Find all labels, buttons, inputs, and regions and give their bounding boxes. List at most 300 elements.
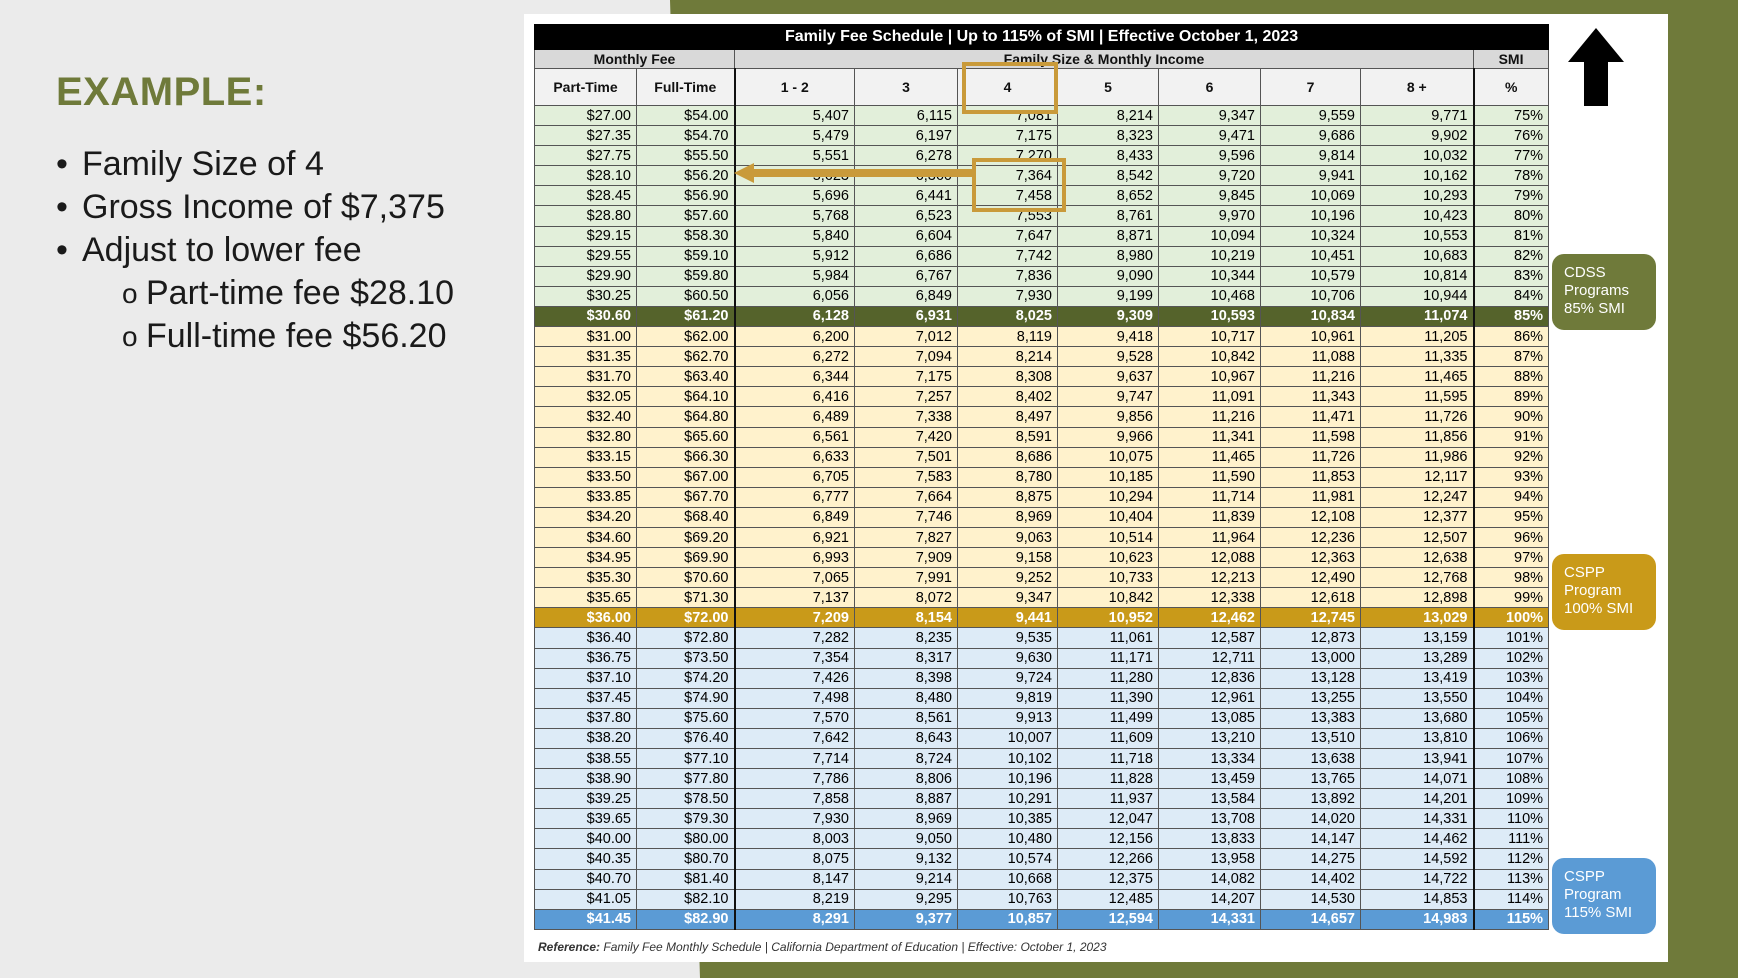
table-cell: 13,419 — [1361, 668, 1474, 688]
table-cell: 9,814 — [1261, 146, 1361, 166]
table-cell: 7,081 — [958, 106, 1058, 126]
table-cell: 14,071 — [1361, 769, 1474, 789]
table-cell: $32.40 — [535, 407, 637, 427]
table-cell: 12,266 — [1058, 849, 1159, 869]
table-cell: 10,553 — [1361, 226, 1474, 246]
table-cell: 13,765 — [1261, 769, 1361, 789]
table-cell: 9,771 — [1361, 106, 1474, 126]
table-cell: 5,551 — [735, 146, 855, 166]
table-cell: 107% — [1474, 749, 1549, 769]
cspp-100-badge — [1552, 554, 1656, 630]
table-cell: 11,205 — [1361, 327, 1474, 347]
table-title: Family Fee Schedule | Up to 115% of SMI | Effective October 1, 2023 — [535, 25, 1549, 50]
table-cell: 7,909 — [855, 548, 958, 568]
table-cell: 11,499 — [1058, 708, 1159, 728]
table-cell: 6,993 — [735, 548, 855, 568]
table-cell: 12,768 — [1361, 568, 1474, 588]
table-cell: 11,465 — [1361, 367, 1474, 387]
table-cell: $27.75 — [535, 146, 637, 166]
example-panel — [56, 70, 516, 358]
table-cell: 11,726 — [1361, 407, 1474, 427]
table-cell: $62.00 — [637, 327, 735, 347]
table-cell: 10,032 — [1361, 146, 1474, 166]
table-cell: 12,156 — [1058, 829, 1159, 849]
table-cell: $35.65 — [535, 588, 637, 608]
table-cell: 8,591 — [958, 427, 1058, 447]
table-cell: 12,638 — [1361, 548, 1474, 568]
table-cell: $82.10 — [637, 889, 735, 909]
table-cell: 11,718 — [1058, 749, 1159, 769]
table-cell: 7,642 — [735, 728, 855, 748]
table-row — [535, 568, 1549, 588]
table-cell: 13,550 — [1361, 688, 1474, 708]
table-row — [535, 507, 1549, 527]
table-cell: $30.60 — [535, 306, 637, 326]
table-cell: 99% — [1474, 588, 1549, 608]
table-cell: $34.60 — [535, 527, 637, 547]
table-cell: 13,334 — [1159, 749, 1261, 769]
table-cell: $82.90 — [637, 909, 735, 929]
table-cell: 9,686 — [1261, 126, 1361, 146]
table-cell: 11,986 — [1361, 447, 1474, 467]
table-cell: 9,637 — [1058, 367, 1159, 387]
table-cell: $64.80 — [637, 407, 735, 427]
table-cell: 13,510 — [1261, 728, 1361, 748]
table-cell: 9,902 — [1361, 126, 1474, 146]
table-row — [535, 447, 1549, 467]
table-row — [535, 527, 1549, 547]
table-cell: $54.00 — [637, 106, 735, 126]
table-cell: 88% — [1474, 367, 1549, 387]
table-cell: 8,003 — [735, 829, 855, 849]
table-cell: 9,845 — [1159, 186, 1261, 206]
table-cell: 7,458 — [958, 186, 1058, 206]
table-cell: $73.50 — [637, 648, 735, 668]
table-cell: 7,583 — [855, 467, 958, 487]
table-row — [535, 648, 1549, 668]
table-cell: 109% — [1474, 789, 1549, 809]
table-cell: 8,871 — [1058, 226, 1159, 246]
table-cell: 10,961 — [1261, 327, 1361, 347]
table-cell: $78.50 — [637, 789, 735, 809]
table-row — [535, 467, 1549, 487]
sub-bullet-item: o Part-time fee $28.10 — [56, 272, 516, 315]
table-cell: 11,061 — [1058, 628, 1159, 648]
table-cell: 14,082 — [1159, 869, 1261, 889]
table-cell: 12,108 — [1261, 507, 1361, 527]
table-cell: $28.10 — [535, 166, 637, 186]
table-cell: $32.80 — [535, 427, 637, 447]
table-cell: 10,185 — [1058, 467, 1159, 487]
table-cell: 10,468 — [1159, 286, 1261, 306]
table-cell: $57.60 — [637, 206, 735, 226]
table-cell: $80.00 — [637, 829, 735, 849]
table-cell: 114% — [1474, 889, 1549, 909]
table-cell: 10,579 — [1261, 266, 1361, 286]
table-cell: 7,012 — [855, 327, 958, 347]
table-cell: 11,091 — [1159, 387, 1261, 407]
column-header: 7 — [1261, 69, 1361, 106]
table-cell: 5,407 — [735, 106, 855, 126]
column-header: 8 + — [1361, 69, 1474, 106]
table-cell: 76% — [1474, 126, 1549, 146]
table-cell: 10,623 — [1058, 548, 1159, 568]
table-cell: 8,323 — [1058, 126, 1159, 146]
table-cell: 97% — [1474, 548, 1549, 568]
table-cell: 13,128 — [1261, 668, 1361, 688]
table-cell: 11,726 — [1261, 447, 1361, 467]
table-cell: $68.40 — [637, 507, 735, 527]
table-cell: $61.20 — [637, 306, 735, 326]
table-cell: 9,720 — [1159, 166, 1261, 186]
table-cell: 8,025 — [958, 306, 1058, 326]
sub-bullet-item: o Full-time fee $56.20 — [56, 315, 516, 358]
table-cell: 8,561 — [855, 708, 958, 728]
table-cell: $39.25 — [535, 789, 637, 809]
table-cell: 11,335 — [1361, 347, 1474, 367]
table-cell: 9,630 — [958, 648, 1058, 668]
table-cell: 7,746 — [855, 507, 958, 527]
table-cell: $54.70 — [637, 126, 735, 146]
table-row — [535, 608, 1549, 628]
table-cell: 6,633 — [735, 447, 855, 467]
table-cell: 10,102 — [958, 749, 1058, 769]
table-cell: 10,344 — [1159, 266, 1261, 286]
table-cell: $40.00 — [535, 829, 637, 849]
table-cell: 10,075 — [1058, 447, 1159, 467]
table-row — [535, 548, 1549, 568]
table-cell: 8,643 — [855, 728, 958, 748]
table-cell: 6,278 — [855, 146, 958, 166]
table-cell: 8,875 — [958, 487, 1058, 507]
table-cell: 6,686 — [855, 246, 958, 266]
table-cell: 13,085 — [1159, 708, 1261, 728]
table-cell: $34.95 — [535, 548, 637, 568]
table-cell: 10,294 — [1058, 487, 1159, 507]
table-cell: 9,063 — [958, 527, 1058, 547]
income-range-highlight — [972, 158, 1066, 212]
table-cell: 14,331 — [1361, 809, 1474, 829]
table-cell: 9,819 — [958, 688, 1058, 708]
table-cell: $71.30 — [637, 588, 735, 608]
table-cell: 10,514 — [1058, 527, 1159, 547]
bullet-item: • Family Size of 4 — [56, 143, 516, 186]
table-cell: 12,594 — [1058, 909, 1159, 929]
table-cell: $40.70 — [535, 869, 637, 889]
table-cell: $66.30 — [637, 447, 735, 467]
table-cell: 102% — [1474, 648, 1549, 668]
table-cell: 11,341 — [1159, 427, 1261, 447]
table-row — [535, 789, 1549, 809]
table-cell: 8,214 — [1058, 106, 1159, 126]
table-cell: 10,857 — [958, 909, 1058, 929]
table-cell: 6,523 — [855, 206, 958, 226]
table-cell: 9,441 — [958, 608, 1058, 628]
table-cell: $32.05 — [535, 387, 637, 407]
table-cell: $36.40 — [535, 628, 637, 648]
table-cell: 10,733 — [1058, 568, 1159, 588]
table-cell: $36.00 — [535, 608, 637, 628]
table-cell: 6,489 — [735, 407, 855, 427]
table-cell: 8,969 — [958, 507, 1058, 527]
table-cell: 8,969 — [855, 809, 958, 829]
table-cell: 10,668 — [958, 869, 1058, 889]
table-cell: $59.10 — [637, 246, 735, 266]
table-cell: 9,214 — [855, 869, 958, 889]
table-cell: 12,375 — [1058, 869, 1159, 889]
group-header-monthly-fee: Monthly Fee — [535, 50, 735, 69]
table-row — [535, 628, 1549, 648]
table-cell: 7,664 — [855, 487, 958, 507]
table-cell: 11,937 — [1058, 789, 1159, 809]
table-cell: 12,873 — [1261, 628, 1361, 648]
table-cell: $56.20 — [637, 166, 735, 186]
table-cell: 12,490 — [1261, 568, 1361, 588]
table-cell: 12,247 — [1361, 487, 1474, 507]
table-cell: 13,680 — [1361, 708, 1474, 728]
table-cell: 8,072 — [855, 588, 958, 608]
table-cell: 80% — [1474, 206, 1549, 226]
left-arrow-icon — [734, 162, 976, 184]
table-cell: 13,210 — [1159, 728, 1261, 748]
table-row — [535, 688, 1549, 708]
table-cell: 10,480 — [958, 829, 1058, 849]
badge-line: 115% SMI — [1564, 904, 1633, 921]
table-cell: 82% — [1474, 246, 1549, 266]
table-cell: $63.40 — [637, 367, 735, 387]
table-cell: 115% — [1474, 909, 1549, 929]
badge-line: CDSS — [1564, 264, 1606, 281]
table-cell: 11,343 — [1261, 387, 1361, 407]
table-cell: $64.10 — [637, 387, 735, 407]
table-row — [535, 286, 1549, 306]
table-cell: 11,280 — [1058, 668, 1159, 688]
table-cell: $41.05 — [535, 889, 637, 909]
table-cell: 83% — [1474, 266, 1549, 286]
table-cell: 7,338 — [855, 407, 958, 427]
badge-line: 100% SMI — [1564, 600, 1634, 617]
table-cell: 10,763 — [958, 889, 1058, 909]
table-cell: 11,595 — [1361, 387, 1474, 407]
table-row — [535, 407, 1549, 427]
table-cell: 8,806 — [855, 769, 958, 789]
table-cell: $72.80 — [637, 628, 735, 648]
table-cell: 12,377 — [1361, 507, 1474, 527]
table-cell: $40.35 — [535, 849, 637, 869]
table-cell: 8,291 — [735, 909, 855, 929]
table-cell: 10,717 — [1159, 327, 1261, 347]
table-cell: 7,420 — [855, 427, 958, 447]
table-cell: 10,842 — [1159, 347, 1261, 367]
table-cell: $74.90 — [637, 688, 735, 708]
table-cell: 14,983 — [1361, 909, 1474, 929]
table-cell: 12,338 — [1159, 588, 1261, 608]
column-header: 1 - 2 — [735, 69, 855, 106]
table-cell: 10,706 — [1261, 286, 1361, 306]
table-cell: 8,075 — [735, 849, 855, 869]
table-cell: 113% — [1474, 869, 1549, 889]
table-cell: 8,887 — [855, 789, 958, 809]
table-cell: 10,683 — [1361, 246, 1474, 266]
table-row — [535, 387, 1549, 407]
table-cell: 7,498 — [735, 688, 855, 708]
table-cell: 7,175 — [855, 367, 958, 387]
table-cell: 77% — [1474, 146, 1549, 166]
table-row — [535, 487, 1549, 507]
table-cell: 9,913 — [958, 708, 1058, 728]
table-cell: $34.20 — [535, 507, 637, 527]
table-row — [535, 829, 1549, 849]
table-cell: 13,833 — [1159, 829, 1261, 849]
table-cell: 8,308 — [958, 367, 1058, 387]
table-cell: $67.00 — [637, 467, 735, 487]
badge-line: 85% SMI — [1564, 300, 1625, 317]
table-cell: 12,507 — [1361, 527, 1474, 547]
table-cell: 7,553 — [958, 206, 1058, 226]
table-cell: $56.90 — [637, 186, 735, 206]
table-cell: $38.90 — [535, 769, 637, 789]
table-cell: $65.60 — [637, 427, 735, 447]
table-cell: 86% — [1474, 327, 1549, 347]
column-header: Full-Time — [637, 69, 735, 106]
table-cell: 13,584 — [1159, 789, 1261, 809]
badge-line: CSPP — [1564, 868, 1605, 885]
badge-line: Program — [1564, 582, 1622, 599]
table-cell: $77.10 — [637, 749, 735, 769]
table-cell: 7,501 — [855, 447, 958, 467]
table-cell: 7,827 — [855, 527, 958, 547]
table-cell: 7,991 — [855, 568, 958, 588]
table-cell: 12,587 — [1159, 628, 1261, 648]
table-cell: 12,088 — [1159, 548, 1261, 568]
up-arrow-icon — [1568, 28, 1624, 108]
table-cell: 13,810 — [1361, 728, 1474, 748]
table-cell: 10,404 — [1058, 507, 1159, 527]
table-cell: 13,029 — [1361, 608, 1474, 628]
table-cell: $38.55 — [535, 749, 637, 769]
table-cell: 6,561 — [735, 427, 855, 447]
table-cell: 6,441 — [855, 186, 958, 206]
table-cell: 8,542 — [1058, 166, 1159, 186]
table-cell: 11,216 — [1261, 367, 1361, 387]
table-cell: 90% — [1474, 407, 1549, 427]
table-cell: $38.20 — [535, 728, 637, 748]
table-cell: $36.75 — [535, 648, 637, 668]
table-cell: $76.40 — [637, 728, 735, 748]
table-row — [535, 889, 1549, 909]
table-cell: 9,471 — [1159, 126, 1261, 146]
table-cell: $33.50 — [535, 467, 637, 487]
table-cell: 7,137 — [735, 588, 855, 608]
table-cell: $37.45 — [535, 688, 637, 708]
table-row — [535, 226, 1549, 246]
table-cell: $70.60 — [637, 568, 735, 588]
table-cell: 12,236 — [1261, 527, 1361, 547]
table-cell: 14,722 — [1361, 869, 1474, 889]
table-cell: 13,459 — [1159, 769, 1261, 789]
column-header: Part-Time — [535, 69, 637, 106]
table-cell: 7,930 — [958, 286, 1058, 306]
table-cell: 85% — [1474, 306, 1549, 326]
table-cell: 12,618 — [1261, 588, 1361, 608]
table-cell: 10,834 — [1261, 306, 1361, 326]
table-cell: 6,849 — [855, 286, 958, 306]
table-row — [535, 668, 1549, 688]
table-cell: 6,849 — [735, 507, 855, 527]
table-cell: 14,402 — [1261, 869, 1361, 889]
table-cell: 12,047 — [1058, 809, 1159, 829]
reference-label: Reference: — [538, 940, 601, 954]
column-header: 3 — [855, 69, 958, 106]
table-cell: $59.80 — [637, 266, 735, 286]
table-cell: 14,275 — [1261, 849, 1361, 869]
table-cell: 110% — [1474, 809, 1549, 829]
column-header: 6 — [1159, 69, 1261, 106]
table-cell: 8,780 — [958, 467, 1058, 487]
cdss-85-badge — [1552, 254, 1656, 330]
table-cell: 8,686 — [958, 447, 1058, 467]
table-cell: 8,497 — [958, 407, 1058, 427]
table-cell: 9,535 — [958, 628, 1058, 648]
table-cell: $37.80 — [535, 708, 637, 728]
table-cell: 11,609 — [1058, 728, 1159, 748]
table-cell: 9,090 — [1058, 266, 1159, 286]
table-cell: 10,069 — [1261, 186, 1361, 206]
table-cell: 8,433 — [1058, 146, 1159, 166]
table-cell: 11,853 — [1261, 467, 1361, 487]
table-cell: 10,451 — [1261, 246, 1361, 266]
table-cell: 12,836 — [1159, 668, 1261, 688]
table-cell: $28.45 — [535, 186, 637, 206]
table-row — [535, 708, 1549, 728]
table-row — [535, 849, 1549, 869]
table-cell: 95% — [1474, 507, 1549, 527]
table-cell: 108% — [1474, 769, 1549, 789]
fee-table-body — [535, 106, 1549, 930]
table-cell: 7,282 — [735, 628, 855, 648]
table-cell: 11,714 — [1159, 487, 1261, 507]
reference-text: Family Fee Monthly Schedule | California Department of Education | Effective: October 1, 2023 — [603, 940, 1107, 954]
table-cell: 11,839 — [1159, 507, 1261, 527]
table-cell: 8,398 — [855, 668, 958, 688]
table-cell: 10,423 — [1361, 206, 1474, 226]
table-row — [535, 427, 1549, 447]
table-cell: $33.85 — [535, 487, 637, 507]
table-cell: 6,416 — [735, 387, 855, 407]
table-cell: $67.70 — [637, 487, 735, 507]
table-cell: 9,199 — [1058, 286, 1159, 306]
table-cell: 7,742 — [958, 246, 1058, 266]
table-cell: 5,840 — [735, 226, 855, 246]
table-cell: $60.50 — [637, 286, 735, 306]
table-cell: 10,196 — [958, 769, 1058, 789]
table-cell: 6,921 — [735, 527, 855, 547]
table-cell: $29.55 — [535, 246, 637, 266]
table-cell: 11,390 — [1058, 688, 1159, 708]
table-cell: 13,255 — [1261, 688, 1361, 708]
table-cell: $79.30 — [637, 809, 735, 829]
table-row — [535, 769, 1549, 789]
table-cell: 6,767 — [855, 266, 958, 286]
family-size-4-header-highlight — [962, 62, 1058, 114]
table-cell: 14,201 — [1361, 789, 1474, 809]
table-cell: 10,293 — [1361, 186, 1474, 206]
table-cell: 6,705 — [735, 467, 855, 487]
table-cell: $39.65 — [535, 809, 637, 829]
table-cell: 10,094 — [1159, 226, 1261, 246]
table-cell: 14,657 — [1261, 909, 1361, 929]
table-cell: 9,050 — [855, 829, 958, 849]
